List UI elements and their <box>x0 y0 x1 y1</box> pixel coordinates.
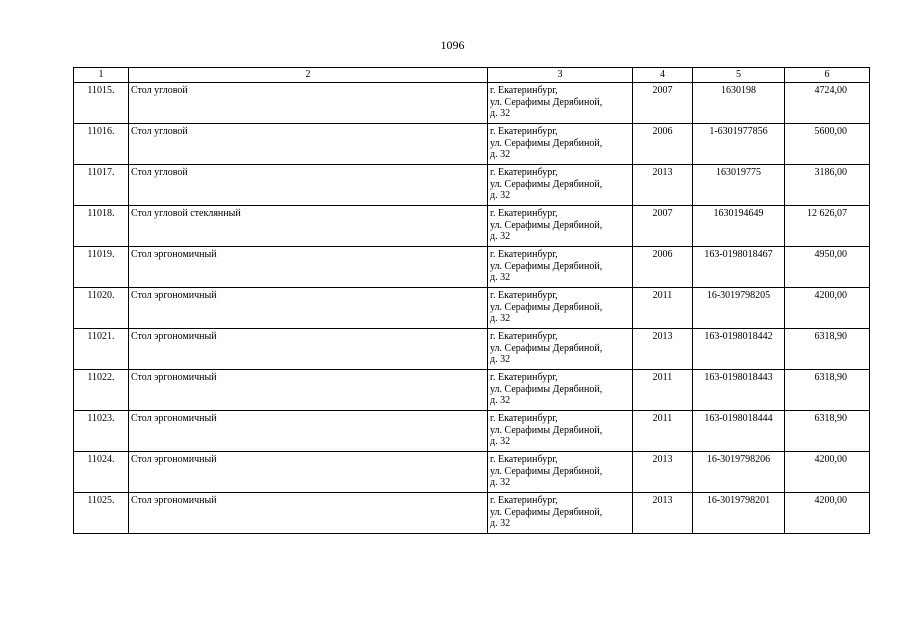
table-row <box>74 206 870 247</box>
table-row <box>74 329 870 370</box>
property-registry-table <box>73 67 870 534</box>
inventory-number-cell: 16-3019798206 <box>693 452 785 493</box>
year-cell: 2006 <box>633 124 693 165</box>
address-line: ул. Серафимы Дерябиной, <box>490 383 603 395</box>
year-cell: 2013 <box>633 452 693 493</box>
address-cell <box>488 206 633 247</box>
cost-cell: 4950,00 <box>785 247 870 288</box>
address-line: г. Екатеринбург, <box>490 208 558 219</box>
item-number-cell: 11018. <box>74 206 129 247</box>
address-line: д. 32 <box>490 149 511 160</box>
address-cell <box>488 493 633 534</box>
inventory-number-cell: 1630198 <box>693 83 785 124</box>
address-cell <box>488 288 633 329</box>
address-line: ул. Серафимы Дерябиной, <box>490 137 603 149</box>
address-line: д. 32 <box>490 518 511 529</box>
address-line: д. 32 <box>490 436 511 447</box>
item-number-cell: 11019. <box>74 247 129 288</box>
cost-cell: 6318,90 <box>785 329 870 370</box>
address-line: д. 32 <box>490 108 511 119</box>
address-line: д. 32 <box>490 477 511 488</box>
item-name-cell: Стол эргономичный <box>129 370 488 411</box>
item-name-cell: Стол угловой <box>129 165 488 206</box>
address-cell <box>488 124 633 165</box>
address-cell <box>488 247 633 288</box>
item-name-cell: Стол эргономичный <box>129 288 488 329</box>
address-line: д. 32 <box>490 395 511 406</box>
table-row <box>74 411 870 452</box>
address-line: д. 32 <box>490 354 511 365</box>
item-number-cell: 11025. <box>74 493 129 534</box>
year-cell: 2013 <box>633 493 693 534</box>
address-line: г. Екатеринбург, <box>490 372 558 383</box>
address-line: ул. Серафимы Дерябиной, <box>490 465 603 477</box>
cost-cell: 4724,00 <box>785 83 870 124</box>
cost-cell: 3186,00 <box>785 165 870 206</box>
year-cell: 2013 <box>633 329 693 370</box>
cost-cell: 5600,00 <box>785 124 870 165</box>
inventory-number-cell: 1630194649 <box>693 206 785 247</box>
inventory-number-cell: 16-3019798201 <box>693 493 785 534</box>
item-number-cell: 11024. <box>74 452 129 493</box>
address-cell <box>488 165 633 206</box>
address-line: г. Екатеринбург, <box>490 495 558 506</box>
address-line: г. Екатеринбург, <box>490 413 558 424</box>
item-name-cell: Стол эргономичный <box>129 329 488 370</box>
address-line: ул. Серафимы Дерябиной, <box>490 219 603 231</box>
address-line: г. Екатеринбург, <box>490 331 558 342</box>
item-number-cell: 11022. <box>74 370 129 411</box>
table-row <box>74 288 870 329</box>
address-line: г. Екатеринбург, <box>490 290 558 301</box>
address-line: ул. Серафимы Дерябиной, <box>490 96 603 108</box>
year-cell: 2007 <box>633 206 693 247</box>
item-name-cell: Стол эргономичный <box>129 411 488 452</box>
year-cell: 2007 <box>633 83 693 124</box>
column-header-4: 4 <box>633 68 693 83</box>
column-header-1: 1 <box>74 68 129 83</box>
address-line: д. 32 <box>490 231 511 242</box>
item-name-cell: Стол угловой <box>129 83 488 124</box>
inventory-number-cell: 163-0198018467 <box>693 247 785 288</box>
inventory-number-cell: 163-0198018442 <box>693 329 785 370</box>
inventory-number-cell: 163-0198018443 <box>693 370 785 411</box>
cost-cell: 4200,00 <box>785 493 870 534</box>
cost-cell: 6318,90 <box>785 370 870 411</box>
address-line: г. Екатеринбург, <box>490 249 558 260</box>
page-number: 1096 <box>440 38 465 52</box>
cost-cell: 6318,90 <box>785 411 870 452</box>
address-line: ул. Серафимы Дерябиной, <box>490 506 603 518</box>
address-line: д. 32 <box>490 313 511 324</box>
address-line: д. 32 <box>490 190 511 201</box>
address-cell <box>488 452 633 493</box>
item-number-cell: 11021. <box>74 329 129 370</box>
item-name-cell: Стол эргономичный <box>129 247 488 288</box>
item-name-cell: Стол эргономичный <box>129 452 488 493</box>
column-header-2: 2 <box>129 68 488 83</box>
year-cell: 2011 <box>633 370 693 411</box>
item-name-cell: Стол угловой <box>129 124 488 165</box>
address-cell <box>488 329 633 370</box>
inventory-number-cell: 1-6301977856 <box>693 124 785 165</box>
cost-cell: 4200,00 <box>785 288 870 329</box>
address-line: ул. Серафимы Дерябиной, <box>490 301 603 313</box>
address-line: ул. Серафимы Дерябиной, <box>490 260 603 272</box>
table-row <box>74 493 870 534</box>
item-number-cell: 11023. <box>74 411 129 452</box>
address-cell <box>488 411 633 452</box>
address-line: ул. Серафимы Дерябиной, <box>490 424 603 436</box>
table-row <box>74 452 870 493</box>
address-line: г. Екатеринбург, <box>490 454 558 465</box>
item-number-cell: 11017. <box>74 165 129 206</box>
item-name-cell: Стол угловой стеклянный <box>129 206 488 247</box>
year-cell: 2006 <box>633 247 693 288</box>
column-header-6: 6 <box>785 68 870 83</box>
address-line: ул. Серафимы Дерябиной, <box>490 178 603 190</box>
cost-cell: 4200,00 <box>785 452 870 493</box>
address-line: г. Екатеринбург, <box>490 85 558 96</box>
year-cell: 2011 <box>633 288 693 329</box>
address-line: г. Екатеринбург, <box>490 126 558 137</box>
year-cell: 2011 <box>633 411 693 452</box>
year-cell: 2013 <box>633 165 693 206</box>
address-line: г. Екатеринбург, <box>490 167 558 178</box>
table-row <box>74 165 870 206</box>
table-row <box>74 124 870 165</box>
item-name-cell: Стол эргономичный <box>129 493 488 534</box>
address-cell <box>488 83 633 124</box>
table-header <box>74 68 870 83</box>
column-header-5: 5 <box>693 68 785 83</box>
cost-cell: 12 626,07 <box>785 206 870 247</box>
item-number-cell: 11015. <box>74 83 129 124</box>
inventory-number-cell: 163-0198018444 <box>693 411 785 452</box>
item-number-cell: 11020. <box>74 288 129 329</box>
table-row <box>74 83 870 124</box>
column-header-3: 3 <box>488 68 633 83</box>
table-row <box>74 247 870 288</box>
table-row <box>74 370 870 411</box>
inventory-number-cell: 16-3019798205 <box>693 288 785 329</box>
inventory-number-cell: 163019775 <box>693 165 785 206</box>
address-line: д. 32 <box>490 272 511 283</box>
address-line: ул. Серафимы Дерябиной, <box>490 342 603 354</box>
item-number-cell: 11016. <box>74 124 129 165</box>
header-row <box>74 68 870 83</box>
table-body <box>74 83 870 534</box>
address-cell <box>488 370 633 411</box>
